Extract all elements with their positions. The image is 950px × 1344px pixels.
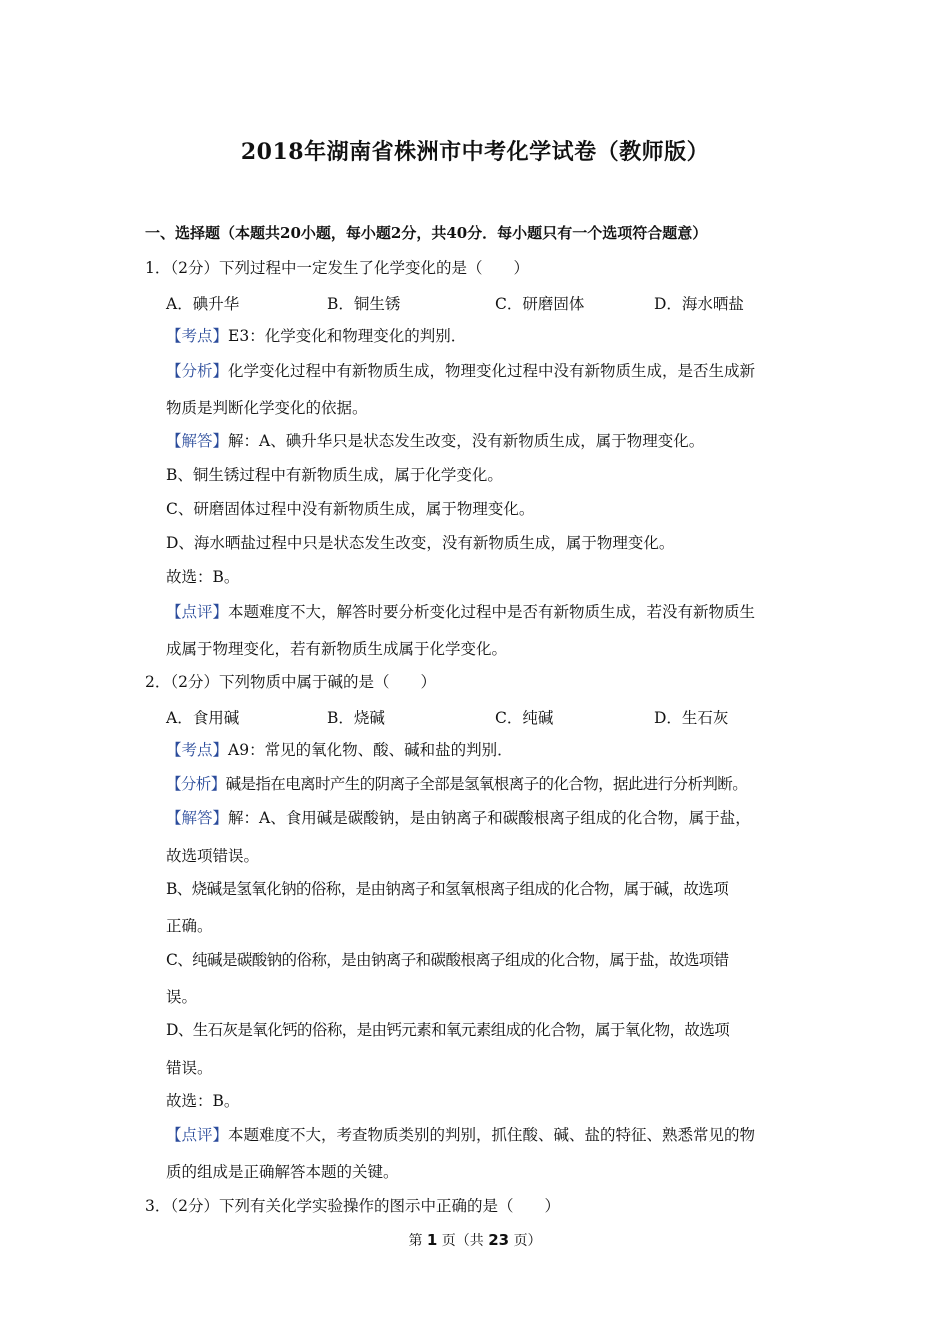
q1-dianping-text: 本题难度不大，解答时要分析变化过程中是否有新物质生成，若没有新物质生	[228, 603, 756, 621]
q1-option-d: D．海水晒盐	[654, 295, 744, 313]
q1-fenxi	[166, 361, 755, 381]
q3-stem: 3．（2分）下列有关化学实验操作的图示中正确的是（ ）	[145, 1197, 560, 1215]
q2-dianping	[166, 1125, 755, 1145]
q1-jieda-c: C、研磨固体过程中没有新物质生成，属于物理变化。	[166, 500, 535, 518]
q2-kaodian-text: A9：常见的氧化物、酸、碱和盐的判别．	[228, 741, 513, 759]
q2-dianping-text: 本题难度不大，考查物质类别的判别，抓住酸、碱、盐的特征、熟悉常见的物	[228, 1126, 756, 1144]
q2-answer: 故选：B。	[166, 1092, 240, 1110]
q2-jieda-b-cont: 正确。	[166, 917, 213, 935]
q2-jieda	[166, 808, 751, 828]
q2-jieda-text: 解：A、食用碱是碳酸钠，是由钠离子和碳酸根离子组成的化合物，属于盐，	[228, 809, 751, 827]
kaodian-tag: 【考点】	[166, 327, 229, 345]
q1-stem: 1．（2分）下列过程中一定发生了化学变化的是（ ）	[145, 259, 529, 277]
fenxi-tag: 【分析】	[166, 775, 226, 793]
q1-option-a: A．碘升华	[166, 295, 240, 313]
q2-jieda-d: D、生石灰是氧化钙的俗称，是由钙元素和氧元素组成的化合物，属于氧化物，故选项	[166, 1021, 730, 1039]
q2-jieda-c-cont: 误。	[166, 988, 198, 1006]
section-heading: 一、选择题（本题共20小题，每小题2分，共40分．每小题只有一个选项符合题意）	[145, 224, 708, 242]
page-footer	[0, 1230, 950, 1250]
q1-kaodian-text: E3：化学变化和物理变化的判别．	[228, 327, 467, 345]
footer-suffix: 页）	[513, 1233, 542, 1249]
q2-option-b: B．烧碱	[327, 709, 385, 727]
q2-dianping-cont: 质的组成是正确解答本题的关键。	[166, 1163, 399, 1181]
jieda-tag: 【解答】	[166, 432, 229, 450]
q1-jieda-text: 解：A、碘升华只是状态发生改变，没有新物质生成，属于物理变化。	[228, 432, 705, 450]
q1-dianping	[166, 602, 755, 622]
q2-jieda-a-cont: 故选项错误。	[166, 847, 260, 865]
q2-stem: 2．（2分）下列物质中属于碱的是（ ）	[145, 673, 436, 691]
dianping-tag: 【点评】	[166, 603, 229, 621]
q1-fenxi-text: 化学变化过程中有新物质生成，物理变化过程中没有新物质生成，是否生成新	[228, 362, 756, 380]
q1-jieda-d: D、海水晒盐过程中只是状态发生改变，没有新物质生成，属于物理变化。	[166, 534, 675, 552]
q2-jieda-d-cont: 错误。	[166, 1059, 213, 1077]
q2-option-d: D．生石灰	[654, 709, 729, 727]
q2-fenxi-text: 碱是指在电离时产生的阴离子全部是氢氧根离子的化合物，据此进行分析判断。	[225, 775, 748, 793]
q1-dianping-cont: 成属于物理变化，若有新物质生成属于化学变化。	[166, 640, 508, 658]
q1-jieda	[166, 431, 704, 451]
q2-fenxi	[166, 774, 747, 794]
dianping-tag: 【点评】	[166, 1126, 229, 1144]
q1-answer: 故选：B。	[166, 568, 240, 586]
kaodian-tag: 【考点】	[166, 741, 229, 759]
jieda-tag: 【解答】	[166, 809, 229, 827]
footer-page-number: 1	[426, 1231, 438, 1249]
q1-option-b: B．铜生锈	[327, 295, 401, 313]
q1-fenxi-cont: 物质是判断化学变化的依据。	[166, 399, 368, 417]
footer-total-pages: 23	[488, 1231, 510, 1249]
q2-jieda-b: B、烧碱是氢氧化钠的俗称，是由钠离子和氢氧根离子组成的化合物，属于碱，故选项	[166, 880, 729, 898]
footer-mid: 页（共	[441, 1233, 484, 1249]
q2-option-c: C．纯碱	[495, 709, 554, 727]
q1-option-c: C．研磨固体	[495, 295, 585, 313]
q2-option-a: A．食用碱	[166, 709, 240, 727]
q1-kaodian	[166, 326, 466, 346]
q1-jieda-b: B、铜生锈过程中有新物质生成，属于化学变化。	[166, 466, 503, 484]
q2-kaodian	[166, 740, 513, 760]
q2-jieda-c: C、纯碱是碳酸钠的俗称，是由钠离子和碳酸根离子组成的化合物，属于盐，故选项错	[166, 951, 729, 969]
footer-prefix: 第	[408, 1233, 423, 1249]
fenxi-tag: 【分析】	[166, 362, 229, 380]
page-title: 2018年湖南省株洲市中考化学试卷（教师版）	[240, 139, 710, 165]
